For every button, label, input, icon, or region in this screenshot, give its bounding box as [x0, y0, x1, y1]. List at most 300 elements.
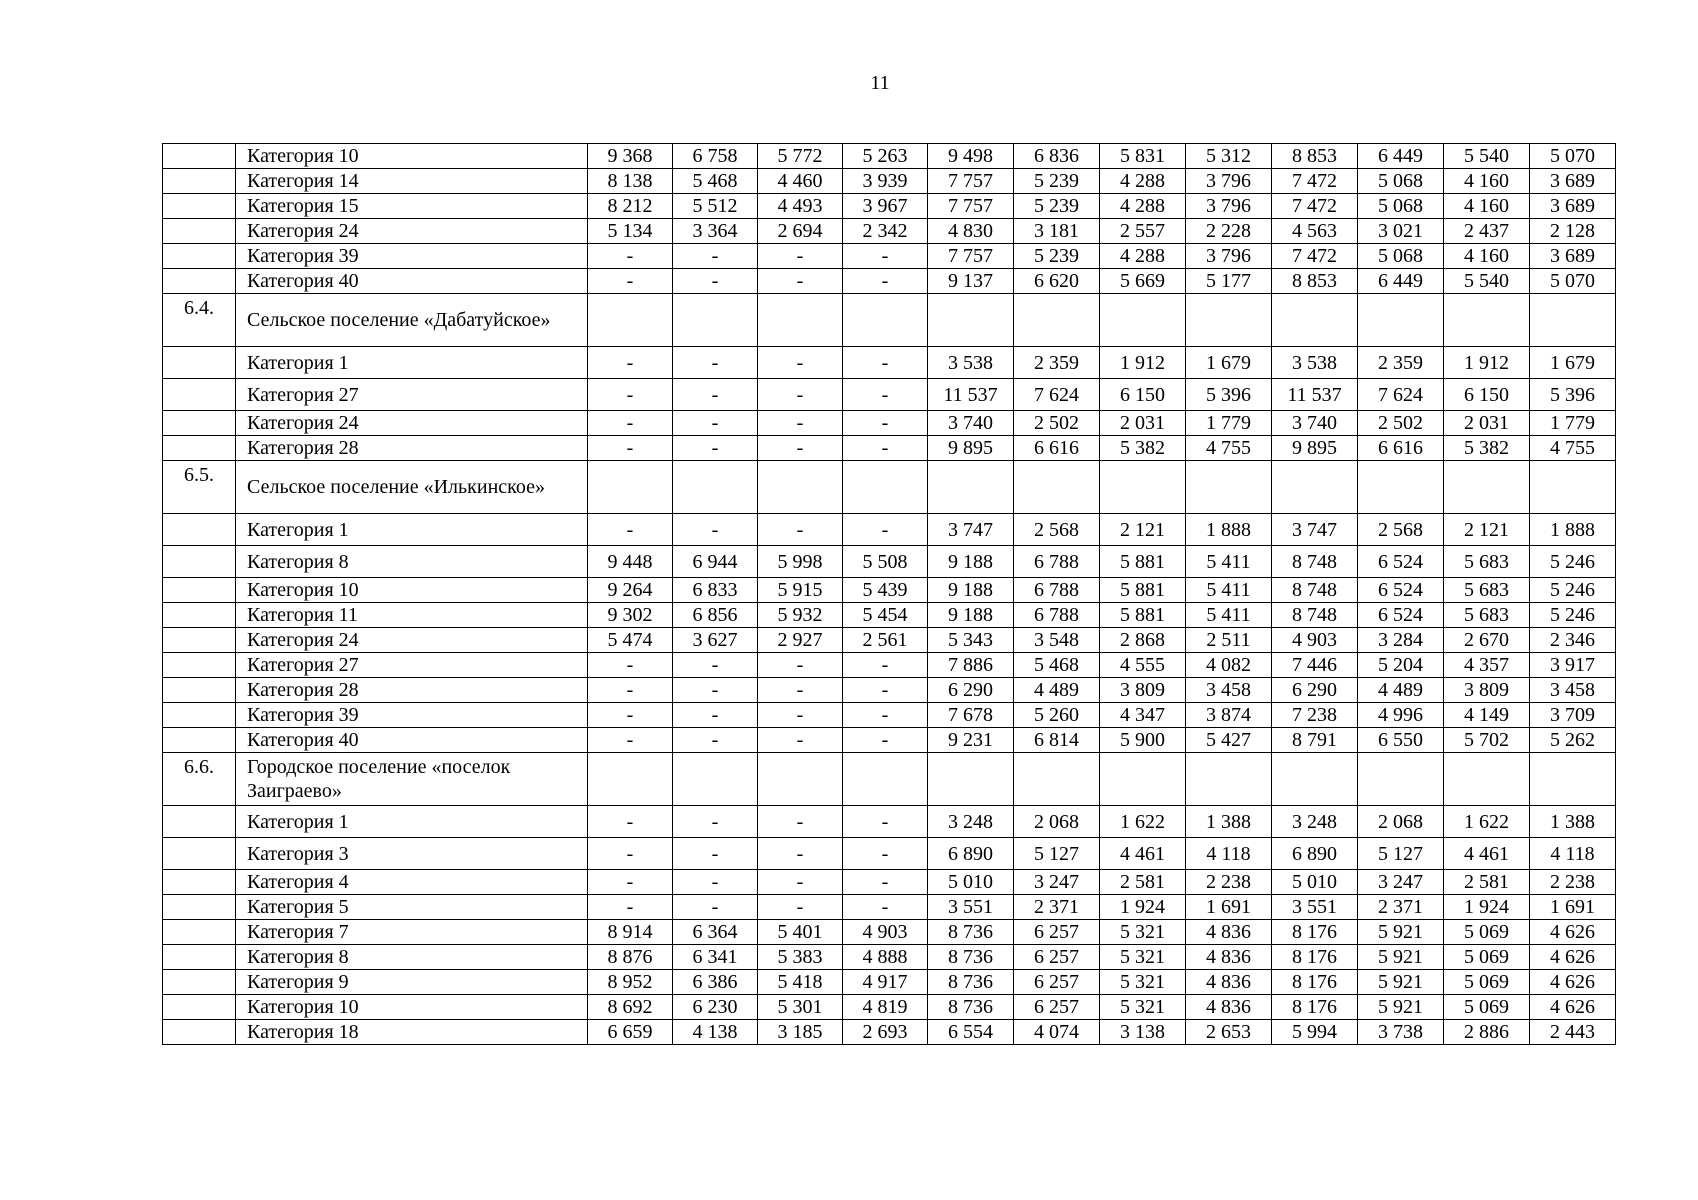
value-cell: -: [843, 728, 928, 753]
value-cell: -: [843, 379, 928, 411]
category-name-cell: Категория 5: [236, 895, 588, 920]
value-cell: 8 692: [588, 995, 673, 1020]
row-number-cell: 6.5.: [163, 461, 236, 514]
value-cell: -: [588, 347, 673, 379]
value-cell: -: [758, 895, 843, 920]
value-cell: 5 263: [843, 144, 928, 169]
value-cell: 3 796: [1186, 244, 1272, 269]
value-cell: 5 881: [1100, 603, 1186, 628]
row-number-cell: [163, 219, 236, 244]
value-cell: 4 347: [1100, 703, 1186, 728]
value-cell: 4 118: [1186, 838, 1272, 870]
value-cell: 5 321: [1100, 995, 1186, 1020]
category-name-cell: Категория 15: [236, 194, 588, 219]
value-cell: -: [673, 703, 758, 728]
row-number-cell: [163, 1020, 236, 1045]
value-cell: [1100, 294, 1186, 347]
value-cell: 3 809: [1100, 678, 1186, 703]
value-cell: 2 653: [1186, 1020, 1272, 1045]
value-cell: 5 070: [1530, 269, 1616, 294]
value-cell: 5 127: [1014, 838, 1100, 870]
value-cell: 2 121: [1444, 514, 1530, 546]
value-cell: [673, 461, 758, 514]
value-cell: 3 738: [1358, 1020, 1444, 1045]
value-cell: 1 622: [1100, 806, 1186, 838]
value-cell: 8 791: [1272, 728, 1358, 753]
table-row: [163, 411, 1616, 436]
category-name-cell: Категория 10: [236, 995, 588, 1020]
value-cell: 5 134: [588, 219, 673, 244]
value-cell: 7 472: [1272, 169, 1358, 194]
value-cell: 7 678: [928, 703, 1014, 728]
value-cell: -: [758, 269, 843, 294]
value-cell: 6 616: [1014, 436, 1100, 461]
value-cell: 7 472: [1272, 194, 1358, 219]
value-cell: -: [673, 269, 758, 294]
table-row: [163, 219, 1616, 244]
value-cell: -: [843, 703, 928, 728]
value-cell: -: [588, 269, 673, 294]
value-cell: 8 176: [1272, 970, 1358, 995]
value-cell: 5 068: [1358, 169, 1444, 194]
value-cell: [928, 294, 1014, 347]
value-cell: -: [588, 411, 673, 436]
value-cell: -: [673, 514, 758, 546]
value-cell: 2 927: [758, 628, 843, 653]
row-number-cell: [163, 703, 236, 728]
value-cell: 3 548: [1014, 628, 1100, 653]
value-cell: 5 010: [1272, 870, 1358, 895]
value-cell: 5 468: [673, 169, 758, 194]
table-row: [163, 379, 1616, 411]
value-cell: 5 881: [1100, 546, 1186, 578]
value-cell: 4 755: [1530, 436, 1616, 461]
table-row: [163, 653, 1616, 678]
value-cell: 4 755: [1186, 436, 1272, 461]
category-name-cell: Категория 1: [236, 347, 588, 379]
value-cell: 5 068: [1358, 244, 1444, 269]
value-cell: 6 290: [1272, 678, 1358, 703]
value-cell: 8 176: [1272, 920, 1358, 945]
value-cell: 4 489: [1014, 678, 1100, 703]
category-name-cell: Категория 28: [236, 678, 588, 703]
value-cell: 9 448: [588, 546, 673, 578]
value-cell: 2 031: [1444, 411, 1530, 436]
value-cell: [1272, 461, 1358, 514]
value-cell: 3 689: [1530, 194, 1616, 219]
value-cell: 9 264: [588, 578, 673, 603]
value-cell: 4 160: [1444, 169, 1530, 194]
value-cell: [928, 461, 1014, 514]
value-cell: 1 388: [1530, 806, 1616, 838]
value-cell: -: [758, 838, 843, 870]
value-cell: 5 069: [1444, 920, 1530, 945]
value-cell: 4 555: [1100, 653, 1186, 678]
category-name-cell: Категория 28: [236, 436, 588, 461]
value-cell: 1 924: [1100, 895, 1186, 920]
row-number-cell: [163, 728, 236, 753]
value-cell: 5 921: [1358, 920, 1444, 945]
value-cell: -: [758, 347, 843, 379]
value-cell: 5 069: [1444, 945, 1530, 970]
value-cell: 4 149: [1444, 703, 1530, 728]
value-cell: 6 386: [673, 970, 758, 995]
category-name-cell: Категория 14: [236, 169, 588, 194]
value-cell: [1358, 461, 1444, 514]
value-cell: 1 912: [1100, 347, 1186, 379]
value-cell: 6 257: [1014, 945, 1100, 970]
value-cell: 3 689: [1530, 169, 1616, 194]
value-cell: 1 779: [1186, 411, 1272, 436]
value-cell: -: [588, 895, 673, 920]
value-cell: 3 809: [1444, 678, 1530, 703]
row-number-cell: [163, 436, 236, 461]
value-cell: -: [843, 838, 928, 870]
value-cell: 3 796: [1186, 169, 1272, 194]
value-cell: 5 411: [1186, 546, 1272, 578]
section-row: [163, 753, 1616, 806]
value-cell: 1 691: [1186, 895, 1272, 920]
value-cell: 6 620: [1014, 269, 1100, 294]
table-row: [163, 970, 1616, 995]
value-cell: 5 246: [1530, 603, 1616, 628]
value-cell: 6 944: [673, 546, 758, 578]
value-cell: 2 228: [1186, 219, 1272, 244]
table-row: [163, 628, 1616, 653]
value-cell: 5 411: [1186, 603, 1272, 628]
value-cell: 5 069: [1444, 970, 1530, 995]
value-cell: 4 138: [673, 1020, 758, 1045]
value-cell: 6 524: [1358, 603, 1444, 628]
value-cell: 5 239: [1014, 169, 1100, 194]
value-cell: 3 796: [1186, 194, 1272, 219]
value-cell: 2 557: [1100, 219, 1186, 244]
value-cell: 2 342: [843, 219, 928, 244]
value-cell: -: [673, 728, 758, 753]
category-name-cell: Категория 27: [236, 379, 588, 411]
tariff-table: [162, 143, 1616, 1045]
value-cell: -: [758, 870, 843, 895]
value-cell: 6 616: [1358, 436, 1444, 461]
value-cell: 6 257: [1014, 920, 1100, 945]
table-row: [163, 1020, 1616, 1045]
category-name-cell: Категория 24: [236, 219, 588, 244]
value-cell: 5 439: [843, 578, 928, 603]
value-cell: 3 247: [1358, 870, 1444, 895]
row-number-cell: [163, 169, 236, 194]
category-name-cell: Категория 9: [236, 970, 588, 995]
category-name-cell: Категория 7: [236, 920, 588, 945]
value-cell: 2 371: [1358, 895, 1444, 920]
value-cell: 7 757: [928, 244, 1014, 269]
value-cell: 6 788: [1014, 603, 1100, 628]
value-cell: [843, 461, 928, 514]
value-cell: 5 177: [1186, 269, 1272, 294]
table-row: [163, 603, 1616, 628]
value-cell: 2 693: [843, 1020, 928, 1045]
value-cell: 5 382: [1444, 436, 1530, 461]
table-row: [163, 144, 1616, 169]
value-cell: 4 626: [1530, 970, 1616, 995]
value-cell: [843, 294, 928, 347]
value-cell: 2 238: [1530, 870, 1616, 895]
value-cell: -: [673, 436, 758, 461]
value-cell: 5 921: [1358, 970, 1444, 995]
value-cell: 5 921: [1358, 995, 1444, 1020]
value-cell: 4 288: [1100, 244, 1186, 269]
value-cell: -: [843, 678, 928, 703]
value-cell: -: [673, 347, 758, 379]
value-cell: 3 248: [928, 806, 1014, 838]
section-row: [163, 294, 1616, 347]
value-cell: 4 836: [1186, 945, 1272, 970]
value-cell: [1358, 294, 1444, 347]
value-cell: 11 537: [928, 379, 1014, 411]
value-cell: 4 160: [1444, 194, 1530, 219]
value-cell: 4 489: [1358, 678, 1444, 703]
table-row: [163, 995, 1616, 1020]
value-cell: 2 581: [1100, 870, 1186, 895]
value-cell: -: [843, 870, 928, 895]
value-cell: 5 418: [758, 970, 843, 995]
value-cell: [758, 753, 843, 806]
table-row: [163, 169, 1616, 194]
value-cell: [1444, 753, 1530, 806]
value-cell: -: [843, 436, 928, 461]
row-number-cell: [163, 895, 236, 920]
row-number-cell: [163, 514, 236, 546]
row-number-cell: [163, 653, 236, 678]
value-cell: [1100, 753, 1186, 806]
value-cell: 5 321: [1100, 970, 1186, 995]
value-cell: [758, 461, 843, 514]
value-cell: 5 396: [1186, 379, 1272, 411]
table-row: [163, 920, 1616, 945]
value-cell: -: [843, 269, 928, 294]
value-cell: -: [843, 347, 928, 379]
section-title-cell: Сельское поселение «Илькинское»: [236, 461, 588, 514]
row-number-cell: [163, 970, 236, 995]
value-cell: 2 359: [1358, 347, 1444, 379]
category-name-cell: Категория 40: [236, 269, 588, 294]
section-title-cell: Сельское поселение «Дабатуйское»: [236, 294, 588, 347]
row-number-cell: [163, 411, 236, 436]
value-cell: [1014, 461, 1100, 514]
value-cell: 5 204: [1358, 653, 1444, 678]
table-row: [163, 194, 1616, 219]
value-cell: 5 669: [1100, 269, 1186, 294]
value-cell: 4 903: [1272, 628, 1358, 653]
value-cell: -: [843, 653, 928, 678]
value-cell: 6 524: [1358, 578, 1444, 603]
value-cell: 4 460: [758, 169, 843, 194]
value-cell: 3 627: [673, 628, 758, 653]
value-cell: 4 493: [758, 194, 843, 219]
value-cell: 3 740: [1272, 411, 1358, 436]
value-cell: 8 876: [588, 945, 673, 970]
table-row: [163, 806, 1616, 838]
category-name-cell: Категория 39: [236, 244, 588, 269]
value-cell: 9 188: [928, 603, 1014, 628]
value-cell: -: [758, 244, 843, 269]
value-cell: 1 691: [1530, 895, 1616, 920]
value-cell: 6 890: [928, 838, 1014, 870]
value-cell: 4 830: [928, 219, 1014, 244]
value-cell: 6 364: [673, 920, 758, 945]
category-name-cell: Категория 39: [236, 703, 588, 728]
value-cell: 1 779: [1530, 411, 1616, 436]
row-number-cell: [163, 144, 236, 169]
value-cell: 6 788: [1014, 578, 1100, 603]
table-row: [163, 945, 1616, 970]
value-cell: 3 185: [758, 1020, 843, 1045]
table-row: [163, 436, 1616, 461]
value-cell: [1530, 461, 1616, 514]
table-row: [163, 514, 1616, 546]
value-cell: 5 772: [758, 144, 843, 169]
table-row: [163, 870, 1616, 895]
value-cell: [1186, 294, 1272, 347]
row-number-cell: [163, 870, 236, 895]
value-cell: 1 924: [1444, 895, 1530, 920]
value-cell: 6 554: [928, 1020, 1014, 1045]
value-cell: 6 449: [1358, 144, 1444, 169]
table-row: [163, 269, 1616, 294]
row-number-cell: [163, 603, 236, 628]
category-name-cell: Категория 11: [236, 603, 588, 628]
table-row: [163, 678, 1616, 703]
value-cell: 5 468: [1014, 653, 1100, 678]
value-cell: 2 886: [1444, 1020, 1530, 1045]
value-cell: -: [673, 838, 758, 870]
table-row: [163, 703, 1616, 728]
value-cell: [1014, 753, 1100, 806]
row-number-cell: [163, 995, 236, 1020]
value-cell: 4 461: [1444, 838, 1530, 870]
table-body: [163, 144, 1616, 1045]
value-cell: 3 248: [1272, 806, 1358, 838]
value-cell: 5 427: [1186, 728, 1272, 753]
value-cell: 3 364: [673, 219, 758, 244]
category-name-cell: Категория 40: [236, 728, 588, 753]
table-row: [163, 244, 1616, 269]
value-cell: 3 458: [1186, 678, 1272, 703]
value-cell: 9 231: [928, 728, 1014, 753]
value-cell: 8 748: [1272, 578, 1358, 603]
value-cell: -: [673, 653, 758, 678]
value-cell: 4 836: [1186, 970, 1272, 995]
value-cell: 6 524: [1358, 546, 1444, 578]
value-cell: 4 074: [1014, 1020, 1100, 1045]
value-cell: -: [673, 870, 758, 895]
value-cell: 4 461: [1100, 838, 1186, 870]
table-row: [163, 838, 1616, 870]
value-cell: -: [588, 379, 673, 411]
value-cell: 9 368: [588, 144, 673, 169]
value-cell: 8 952: [588, 970, 673, 995]
value-cell: 4 082: [1186, 653, 1272, 678]
value-cell: 5 831: [1100, 144, 1186, 169]
value-cell: 7 446: [1272, 653, 1358, 678]
value-cell: 4 118: [1530, 838, 1616, 870]
value-cell: 3 939: [843, 169, 928, 194]
value-cell: 5 383: [758, 945, 843, 970]
value-cell: 5 881: [1100, 578, 1186, 603]
row-number-cell: [163, 546, 236, 578]
value-cell: 5 540: [1444, 144, 1530, 169]
value-cell: 4 888: [843, 945, 928, 970]
value-cell: -: [673, 411, 758, 436]
row-number-cell: [163, 628, 236, 653]
value-cell: 6 341: [673, 945, 758, 970]
value-cell: 2 371: [1014, 895, 1100, 920]
value-cell: 3 551: [928, 895, 1014, 920]
category-name-cell: Категория 10: [236, 144, 588, 169]
value-cell: [588, 461, 673, 514]
value-cell: 4 626: [1530, 995, 1616, 1020]
value-cell: 2 068: [1358, 806, 1444, 838]
value-cell: 5 382: [1100, 436, 1186, 461]
value-cell: 2 443: [1530, 1020, 1616, 1045]
value-cell: -: [588, 838, 673, 870]
value-cell: 5 070: [1530, 144, 1616, 169]
value-cell: 5 246: [1530, 546, 1616, 578]
value-cell: 5 396: [1530, 379, 1616, 411]
value-cell: 2 359: [1014, 347, 1100, 379]
value-cell: 6 856: [673, 603, 758, 628]
value-cell: -: [673, 379, 758, 411]
value-cell: 3 689: [1530, 244, 1616, 269]
value-cell: 8 853: [1272, 269, 1358, 294]
value-cell: 2 568: [1014, 514, 1100, 546]
value-cell: 8 736: [928, 970, 1014, 995]
category-name-cell: Категория 24: [236, 628, 588, 653]
value-cell: 5 683: [1444, 578, 1530, 603]
value-cell: 9 188: [928, 546, 1014, 578]
value-cell: 4 819: [843, 995, 928, 1020]
value-cell: 5 508: [843, 546, 928, 578]
value-cell: 9 895: [1272, 436, 1358, 461]
value-cell: 5 239: [1014, 194, 1100, 219]
row-number-cell: [163, 379, 236, 411]
value-cell: 3 747: [1272, 514, 1358, 546]
value-cell: 2 670: [1444, 628, 1530, 653]
value-cell: 5 454: [843, 603, 928, 628]
value-cell: 6 550: [1358, 728, 1444, 753]
value-cell: 5 683: [1444, 603, 1530, 628]
value-cell: 3 538: [928, 347, 1014, 379]
value-cell: 1 679: [1530, 347, 1616, 379]
value-cell: 6 659: [588, 1020, 673, 1045]
value-cell: 6 833: [673, 578, 758, 603]
value-cell: 5 540: [1444, 269, 1530, 294]
value-cell: 2 502: [1014, 411, 1100, 436]
row-number-cell: [163, 838, 236, 870]
value-cell: 8 736: [928, 995, 1014, 1020]
row-number-cell: [163, 678, 236, 703]
value-cell: 6 150: [1100, 379, 1186, 411]
value-cell: 2 568: [1358, 514, 1444, 546]
category-name-cell: Категория 24: [236, 411, 588, 436]
value-cell: 4 288: [1100, 194, 1186, 219]
value-cell: 3 709: [1530, 703, 1616, 728]
value-cell: 7 238: [1272, 703, 1358, 728]
value-cell: 2 238: [1186, 870, 1272, 895]
row-number-cell: [163, 920, 236, 945]
value-cell: 5 321: [1100, 920, 1186, 945]
value-cell: 2 121: [1100, 514, 1186, 546]
value-cell: 6 257: [1014, 970, 1100, 995]
